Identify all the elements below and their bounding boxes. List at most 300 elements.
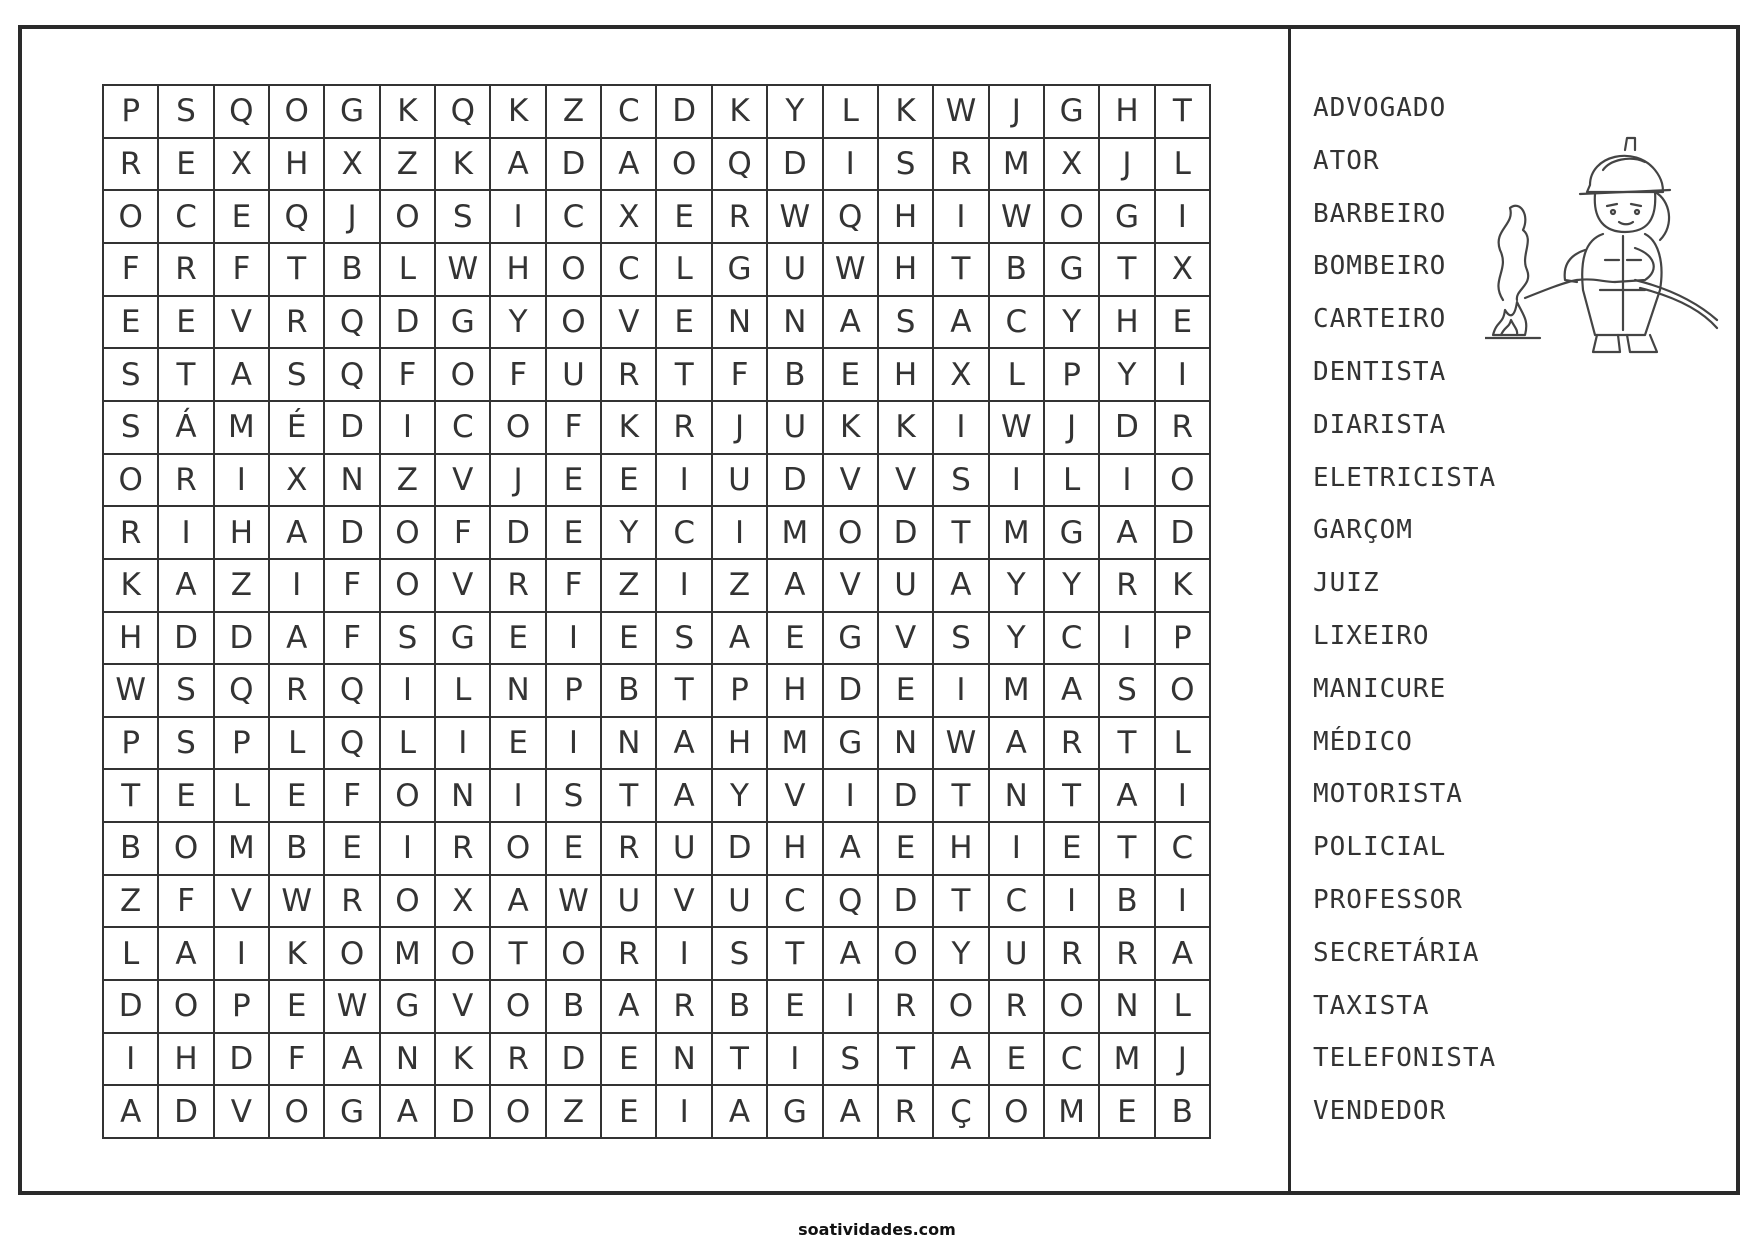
grid-cell[interactable]: H — [879, 244, 934, 297]
grid-cell[interactable]: O — [104, 191, 159, 244]
grid-cell[interactable]: T — [1156, 86, 1211, 139]
grid-cell[interactable]: O — [547, 928, 602, 981]
grid-cell[interactable]: Q — [824, 876, 879, 929]
grid-cell[interactable]: T — [1100, 718, 1155, 771]
grid-cell[interactable]: T — [657, 665, 712, 718]
grid-cell[interactable]: K — [602, 402, 657, 455]
grid-cell[interactable]: G — [1045, 86, 1100, 139]
grid-cell[interactable]: V — [436, 455, 491, 508]
grid-cell[interactable]: T — [657, 349, 712, 402]
grid-cell[interactable]: N — [990, 770, 1045, 823]
grid-cell[interactable]: A — [1045, 665, 1100, 718]
grid-cell[interactable]: G — [1045, 507, 1100, 560]
grid-cell[interactable]: E — [159, 139, 214, 192]
grid-cell[interactable]: L — [104, 928, 159, 981]
grid-cell[interactable]: A — [1156, 928, 1211, 981]
grid-cell[interactable]: É — [270, 402, 325, 455]
grid-cell[interactable]: T — [879, 1034, 934, 1087]
grid-cell[interactable]: A — [381, 1086, 436, 1139]
grid-cell[interactable]: N — [1100, 981, 1155, 1034]
grid-cell[interactable]: A — [491, 876, 546, 929]
grid-cell[interactable]: T — [934, 770, 989, 823]
grid-cell[interactable]: R — [879, 981, 934, 1034]
grid-cell[interactable]: W — [934, 718, 989, 771]
grid-cell[interactable]: U — [990, 928, 1045, 981]
grid-cell[interactable]: A — [1100, 507, 1155, 560]
grid-cell[interactable]: P — [1156, 613, 1211, 666]
grid-cell[interactable]: N — [768, 297, 823, 350]
grid-cell[interactable]: P — [104, 718, 159, 771]
grid-cell[interactable]: A — [824, 1086, 879, 1139]
grid-cell[interactable]: Y — [1045, 560, 1100, 613]
grid-cell[interactable]: G — [824, 718, 879, 771]
grid-cell[interactable]: S — [270, 349, 325, 402]
grid-cell[interactable]: I — [1156, 770, 1211, 823]
grid-cell[interactable]: E — [491, 718, 546, 771]
grid-cell[interactable]: K — [1156, 560, 1211, 613]
grid-cell[interactable]: W — [934, 86, 989, 139]
grid-cell[interactable]: F — [104, 244, 159, 297]
grid-cell[interactable]: O — [657, 139, 712, 192]
grid-cell[interactable]: S — [104, 402, 159, 455]
grid-cell[interactable]: W — [104, 665, 159, 718]
grid-cell[interactable]: E — [768, 613, 823, 666]
grid-cell[interactable]: F — [713, 349, 768, 402]
grid-cell[interactable]: R — [491, 1034, 546, 1087]
grid-cell[interactable]: J — [1100, 139, 1155, 192]
grid-cell[interactable]: F — [381, 349, 436, 402]
grid-cell[interactable]: Q — [325, 665, 380, 718]
grid-cell[interactable]: F — [159, 876, 214, 929]
grid-cell[interactable]: A — [1100, 770, 1155, 823]
grid-cell[interactable]: I — [824, 981, 879, 1034]
grid-cell[interactable]: B — [547, 981, 602, 1034]
grid-cell[interactable]: Y — [713, 770, 768, 823]
grid-cell[interactable]: T — [1100, 823, 1155, 876]
grid-cell[interactable]: Q — [436, 86, 491, 139]
grid-cell[interactable]: N — [436, 770, 491, 823]
grid-cell[interactable]: U — [713, 876, 768, 929]
grid-cell[interactable]: O — [1156, 455, 1211, 508]
grid-cell[interactable]: D — [547, 139, 602, 192]
grid-cell[interactable]: G — [325, 1086, 380, 1139]
grid-cell[interactable]: A — [215, 349, 270, 402]
grid-cell[interactable]: Y — [491, 297, 546, 350]
grid-cell[interactable]: I — [934, 402, 989, 455]
grid-cell[interactable]: Y — [990, 613, 1045, 666]
grid-cell[interactable]: I — [657, 1086, 712, 1139]
grid-cell[interactable]: L — [381, 718, 436, 771]
grid-cell[interactable]: O — [159, 981, 214, 1034]
grid-cell[interactable]: T — [1100, 244, 1155, 297]
grid-cell[interactable]: I — [934, 191, 989, 244]
grid-cell[interactable]: I — [547, 613, 602, 666]
grid-cell[interactable]: O — [270, 86, 325, 139]
grid-cell[interactable]: E — [879, 665, 934, 718]
grid-cell[interactable]: O — [990, 1086, 1045, 1139]
grid-cell[interactable]: H — [768, 665, 823, 718]
grid-cell[interactable]: X — [325, 139, 380, 192]
grid-cell[interactable]: C — [436, 402, 491, 455]
grid-cell[interactable]: K — [713, 86, 768, 139]
grid-cell[interactable]: T — [602, 770, 657, 823]
grid-cell[interactable]: V — [879, 455, 934, 508]
grid-cell[interactable]: T — [104, 770, 159, 823]
grid-cell[interactable]: J — [1156, 1034, 1211, 1087]
grid-cell[interactable]: X — [436, 876, 491, 929]
grid-cell[interactable]: Z — [381, 139, 436, 192]
grid-cell[interactable]: G — [436, 297, 491, 350]
grid-cell[interactable]: H — [934, 823, 989, 876]
grid-cell[interactable]: B — [1100, 876, 1155, 929]
grid-cell[interactable]: E — [602, 1034, 657, 1087]
grid-cell[interactable]: D — [879, 876, 934, 929]
grid-cell[interactable]: D — [104, 981, 159, 1034]
grid-cell[interactable]: E — [1100, 1086, 1155, 1139]
grid-cell[interactable]: H — [159, 1034, 214, 1087]
grid-cell[interactable]: R — [325, 876, 380, 929]
grid-cell[interactable]: E — [104, 297, 159, 350]
grid-cell[interactable]: I — [491, 770, 546, 823]
grid-cell[interactable]: I — [1156, 349, 1211, 402]
grid-cell[interactable]: T — [768, 928, 823, 981]
grid-cell[interactable]: C — [547, 191, 602, 244]
grid-cell[interactable]: A — [159, 928, 214, 981]
grid-cell[interactable]: A — [713, 613, 768, 666]
grid-cell[interactable]: V — [879, 613, 934, 666]
grid-cell[interactable]: H — [104, 613, 159, 666]
grid-cell[interactable]: I — [768, 1034, 823, 1087]
grid-cell[interactable]: R — [270, 665, 325, 718]
grid-cell[interactable]: E — [602, 613, 657, 666]
grid-cell[interactable]: Y — [1100, 349, 1155, 402]
grid-cell[interactable]: E — [768, 981, 823, 1034]
grid-cell[interactable]: O — [381, 770, 436, 823]
grid-cell[interactable]: D — [824, 665, 879, 718]
grid-cell[interactable]: I — [990, 455, 1045, 508]
grid-cell[interactable]: I — [657, 928, 712, 981]
grid-cell[interactable]: H — [879, 349, 934, 402]
grid-cell[interactable]: L — [436, 665, 491, 718]
grid-cell[interactable]: G — [436, 613, 491, 666]
grid-cell[interactable]: I — [215, 928, 270, 981]
grid-cell[interactable]: B — [1156, 1086, 1211, 1139]
grid-cell[interactable]: W — [325, 981, 380, 1034]
grid-cell[interactable]: V — [657, 876, 712, 929]
grid-cell[interactable]: K — [104, 560, 159, 613]
grid-cell[interactable]: N — [657, 1034, 712, 1087]
grid-cell[interactable]: Q — [824, 191, 879, 244]
grid-cell[interactable]: D — [879, 770, 934, 823]
grid-cell[interactable]: I — [270, 560, 325, 613]
grid-cell[interactable]: J — [990, 86, 1045, 139]
grid-cell[interactable]: K — [491, 86, 546, 139]
grid-cell[interactable]: E — [270, 981, 325, 1034]
grid-cell[interactable]: E — [990, 1034, 1045, 1087]
grid-cell[interactable]: Z — [104, 876, 159, 929]
grid-cell[interactable]: I — [657, 560, 712, 613]
grid-cell[interactable]: F — [215, 244, 270, 297]
grid-cell[interactable]: L — [990, 349, 1045, 402]
grid-cell[interactable]: W — [990, 402, 1045, 455]
grid-cell[interactable]: D — [1100, 402, 1155, 455]
grid-cell[interactable]: R — [104, 507, 159, 560]
grid-cell[interactable]: M — [215, 402, 270, 455]
grid-cell[interactable]: O — [381, 560, 436, 613]
grid-cell[interactable]: I — [1156, 191, 1211, 244]
grid-cell[interactable]: I — [713, 507, 768, 560]
grid-cell[interactable]: Q — [215, 86, 270, 139]
grid-cell[interactable]: R — [657, 981, 712, 1034]
grid-cell[interactable]: E — [657, 191, 712, 244]
grid-cell[interactable]: C — [1045, 1034, 1100, 1087]
grid-cell[interactable]: L — [270, 718, 325, 771]
grid-cell[interactable]: V — [824, 560, 879, 613]
grid-cell[interactable]: E — [657, 297, 712, 350]
grid-cell[interactable]: O — [381, 876, 436, 929]
grid-cell[interactable]: I — [1100, 613, 1155, 666]
grid-cell[interactable]: E — [547, 507, 602, 560]
grid-cell[interactable]: G — [381, 981, 436, 1034]
grid-cell[interactable]: G — [713, 244, 768, 297]
grid-cell[interactable]: B — [270, 823, 325, 876]
grid-cell[interactable]: I — [381, 665, 436, 718]
grid-cell[interactable]: J — [713, 402, 768, 455]
grid-cell[interactable]: D — [547, 1034, 602, 1087]
grid-cell[interactable]: I — [824, 139, 879, 192]
grid-cell[interactable]: R — [491, 560, 546, 613]
grid-cell[interactable]: D — [1156, 507, 1211, 560]
grid-cell[interactable]: H — [768, 823, 823, 876]
grid-cell[interactable]: I — [436, 718, 491, 771]
grid-cell[interactable]: A — [768, 560, 823, 613]
grid-cell[interactable]: Z — [713, 560, 768, 613]
grid-cell[interactable]: O — [1045, 981, 1100, 1034]
grid-cell[interactable]: D — [713, 823, 768, 876]
grid-cell[interactable]: O — [436, 928, 491, 981]
grid-cell[interactable]: E — [491, 613, 546, 666]
grid-cell[interactable]: O — [381, 507, 436, 560]
grid-cell[interactable]: J — [1045, 402, 1100, 455]
grid-cell[interactable]: S — [824, 1034, 879, 1087]
grid-cell[interactable]: K — [436, 139, 491, 192]
grid-cell[interactable]: B — [325, 244, 380, 297]
grid-cell[interactable]: C — [768, 876, 823, 929]
grid-cell[interactable]: L — [657, 244, 712, 297]
grid-cell[interactable]: C — [657, 507, 712, 560]
grid-cell[interactable]: M — [1045, 1086, 1100, 1139]
grid-cell[interactable]: F — [325, 770, 380, 823]
grid-cell[interactable]: A — [104, 1086, 159, 1139]
grid-cell[interactable]: L — [1045, 455, 1100, 508]
grid-cell[interactable]: L — [824, 86, 879, 139]
grid-cell[interactable]: I — [990, 823, 1045, 876]
grid-cell[interactable]: T — [270, 244, 325, 297]
grid-cell[interactable]: E — [325, 823, 380, 876]
grid-cell[interactable]: Q — [215, 665, 270, 718]
grid-cell[interactable]: Q — [270, 191, 325, 244]
grid-cell[interactable]: B — [990, 244, 1045, 297]
grid-cell[interactable]: R — [713, 191, 768, 244]
grid-cell[interactable]: M — [1100, 1034, 1155, 1087]
grid-cell[interactable]: T — [934, 507, 989, 560]
grid-cell[interactable]: F — [436, 507, 491, 560]
grid-cell[interactable]: U — [768, 402, 823, 455]
grid-cell[interactable]: Ç — [934, 1086, 989, 1139]
grid-cell[interactable]: F — [547, 560, 602, 613]
grid-cell[interactable]: S — [934, 455, 989, 508]
grid-cell[interactable]: C — [1045, 613, 1100, 666]
grid-cell[interactable]: O — [547, 297, 602, 350]
grid-cell[interactable]: A — [824, 928, 879, 981]
grid-cell[interactable]: W — [270, 876, 325, 929]
grid-cell[interactable]: P — [104, 86, 159, 139]
grid-cell[interactable]: I — [934, 665, 989, 718]
grid-cell[interactable]: C — [602, 244, 657, 297]
grid-cell[interactable]: A — [491, 139, 546, 192]
grid-cell[interactable]: E — [1045, 823, 1100, 876]
grid-cell[interactable]: P — [215, 718, 270, 771]
grid-cell[interactable]: O — [159, 823, 214, 876]
grid-cell[interactable]: E — [215, 191, 270, 244]
grid-cell[interactable]: A — [602, 981, 657, 1034]
grid-cell[interactable]: V — [436, 981, 491, 1034]
grid-cell[interactable]: D — [768, 139, 823, 192]
grid-cell[interactable]: A — [657, 718, 712, 771]
grid-cell[interactable]: K — [381, 86, 436, 139]
grid-cell[interactable]: P — [547, 665, 602, 718]
grid-cell[interactable]: R — [657, 402, 712, 455]
grid-cell[interactable]: I — [1100, 455, 1155, 508]
grid-cell[interactable]: M — [990, 507, 1045, 560]
grid-cell[interactable]: U — [768, 244, 823, 297]
grid-cell[interactable]: A — [657, 770, 712, 823]
grid-cell[interactable]: Z — [215, 560, 270, 613]
grid-cell[interactable]: G — [1045, 244, 1100, 297]
grid-cell[interactable]: D — [768, 455, 823, 508]
grid-cell[interactable]: S — [657, 613, 712, 666]
grid-cell[interactable]: N — [381, 1034, 436, 1087]
grid-cell[interactable]: E — [602, 455, 657, 508]
grid-cell[interactable]: N — [602, 718, 657, 771]
grid-cell[interactable]: H — [1100, 86, 1155, 139]
grid-cell[interactable]: E — [824, 349, 879, 402]
grid-cell[interactable]: U — [547, 349, 602, 402]
footer-site[interactable]: soatividades.com — [798, 1220, 956, 1239]
grid-cell[interactable]: E — [1156, 297, 1211, 350]
grid-cell[interactable]: F — [325, 613, 380, 666]
grid-cell[interactable]: I — [657, 455, 712, 508]
grid-cell[interactable]: L — [215, 770, 270, 823]
grid-cell[interactable]: B — [602, 665, 657, 718]
grid-cell[interactable]: R — [990, 981, 1045, 1034]
grid-cell[interactable]: R — [270, 297, 325, 350]
grid-cell[interactable]: I — [547, 718, 602, 771]
grid-cell[interactable]: Z — [547, 86, 602, 139]
grid-cell[interactable]: T — [1045, 770, 1100, 823]
grid-cell[interactable]: Z — [602, 560, 657, 613]
grid-cell[interactable]: V — [602, 297, 657, 350]
grid-cell[interactable]: A — [270, 613, 325, 666]
grid-cell[interactable]: R — [159, 244, 214, 297]
grid-cell[interactable]: X — [270, 455, 325, 508]
grid-cell[interactable]: N — [713, 297, 768, 350]
grid-cell[interactable]: R — [159, 455, 214, 508]
grid-cell[interactable]: T — [159, 349, 214, 402]
grid-cell[interactable]: A — [325, 1034, 380, 1087]
grid-cell[interactable]: K — [824, 402, 879, 455]
grid-cell[interactable]: E — [547, 455, 602, 508]
grid-cell[interactable]: I — [215, 455, 270, 508]
grid-cell[interactable]: O — [1045, 191, 1100, 244]
grid-cell[interactable]: W — [990, 191, 1045, 244]
grid-cell[interactable]: V — [215, 297, 270, 350]
grid-cell[interactable]: M — [381, 928, 436, 981]
grid-cell[interactable]: Q — [325, 718, 380, 771]
grid-cell[interactable]: G — [325, 86, 380, 139]
grid-cell[interactable]: Q — [325, 297, 380, 350]
grid-cell[interactable]: Y — [1045, 297, 1100, 350]
grid-cell[interactable]: S — [1100, 665, 1155, 718]
grid-cell[interactable]: Q — [325, 349, 380, 402]
grid-cell[interactable]: I — [381, 823, 436, 876]
grid-cell[interactable]: R — [1100, 560, 1155, 613]
grid-cell[interactable]: F — [491, 349, 546, 402]
grid-cell[interactable]: O — [491, 1086, 546, 1139]
grid-cell[interactable]: L — [1156, 718, 1211, 771]
grid-cell[interactable]: Z — [381, 455, 436, 508]
grid-cell[interactable]: C — [990, 876, 1045, 929]
grid-cell[interactable]: O — [547, 244, 602, 297]
grid-cell[interactable]: D — [159, 613, 214, 666]
grid-cell[interactable]: X — [1156, 244, 1211, 297]
grid-cell[interactable]: H — [713, 718, 768, 771]
grid-cell[interactable]: O — [879, 928, 934, 981]
grid-cell[interactable]: V — [768, 770, 823, 823]
grid-cell[interactable]: H — [491, 244, 546, 297]
grid-cell[interactable]: P — [713, 665, 768, 718]
grid-cell[interactable]: A — [159, 560, 214, 613]
grid-cell[interactable]: S — [713, 928, 768, 981]
grid-cell[interactable]: T — [491, 928, 546, 981]
grid-cell[interactable]: O — [824, 507, 879, 560]
grid-cell[interactable]: Y — [990, 560, 1045, 613]
grid-cell[interactable]: S — [934, 613, 989, 666]
grid-cell[interactable]: I — [104, 1034, 159, 1087]
grid-cell[interactable]: W — [824, 244, 879, 297]
grid-cell[interactable]: S — [547, 770, 602, 823]
grid-cell[interactable]: D — [215, 613, 270, 666]
grid-cell[interactable]: N — [879, 718, 934, 771]
grid-cell[interactable]: Á — [159, 402, 214, 455]
grid-cell[interactable]: R — [602, 823, 657, 876]
grid-cell[interactable]: Y — [768, 86, 823, 139]
grid-cell[interactable]: A — [934, 560, 989, 613]
grid-cell[interactable]: I — [381, 402, 436, 455]
grid-cell[interactable]: M — [215, 823, 270, 876]
grid-cell[interactable]: O — [1156, 665, 1211, 718]
grid-cell[interactable]: D — [381, 297, 436, 350]
grid-cell[interactable]: V — [215, 1086, 270, 1139]
grid-cell[interactable]: A — [602, 139, 657, 192]
grid-cell[interactable]: E — [159, 297, 214, 350]
grid-cell[interactable]: R — [436, 823, 491, 876]
grid-cell[interactable]: X — [215, 139, 270, 192]
grid-cell[interactable]: O — [104, 455, 159, 508]
grid-cell[interactable]: A — [824, 823, 879, 876]
grid-cell[interactable]: S — [104, 349, 159, 402]
grid-cell[interactable]: J — [325, 191, 380, 244]
